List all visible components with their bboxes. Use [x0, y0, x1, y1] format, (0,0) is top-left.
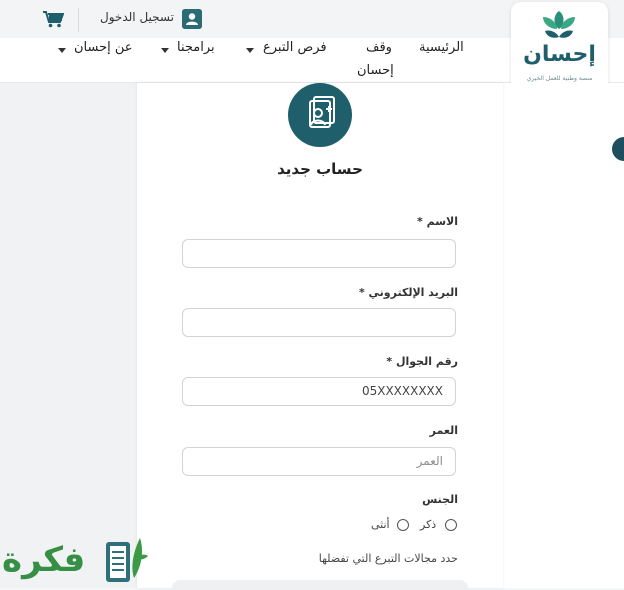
age-label: العمر — [429, 424, 458, 437]
left-pane — [0, 83, 137, 588]
mobile-label: رقم الجوال * — [386, 355, 458, 368]
nav-about[interactable]: عن إحسان — [74, 40, 133, 55]
nav-waqf[interactable]: وقف — [366, 40, 392, 55]
logo-tagline: منصة وطنية للعمل الخيري — [526, 75, 593, 82]
donation-fields-label: حدد مجالات التبرع التي تفضلها — [318, 552, 458, 565]
email-label: البريد الإلكتروني * — [358, 286, 458, 299]
watermark-text: فكرة — [2, 540, 86, 580]
age-input[interactable]: العمر — [182, 447, 456, 476]
email-input[interactable] — [182, 308, 456, 337]
gender-male-radio[interactable] — [445, 519, 457, 531]
login-link[interactable]: تسجيل الدخول — [100, 10, 174, 24]
name-input[interactable] — [182, 239, 456, 268]
new-account-icon — [288, 83, 352, 147]
gender-label: الجنس — [422, 493, 458, 506]
nav-donation[interactable]: فرص التبرع — [263, 40, 327, 55]
chevron-down-icon — [58, 48, 66, 53]
header-divider — [78, 8, 79, 32]
logo-text: إحسان — [523, 42, 596, 67]
logo-leaves-icon — [539, 9, 579, 43]
nav-home[interactable]: الرئيسية — [419, 40, 464, 55]
logo-card[interactable] — [511, 2, 608, 94]
user-icon[interactable] — [182, 9, 202, 29]
nav-waqf-line2[interactable]: إحسان — [357, 63, 394, 78]
donation-fields-box[interactable] — [172, 580, 468, 590]
right-pane — [503, 83, 624, 588]
name-label: الاسم * — [417, 215, 458, 228]
mobile-input[interactable]: 05XXXXXXXX — [182, 377, 456, 406]
nav-programs[interactable]: برامجنا — [177, 40, 215, 55]
gender-female-radio[interactable] — [397, 519, 409, 531]
gender-male-label: ذكر — [420, 518, 437, 531]
chevron-down-icon — [246, 48, 254, 53]
watermark-book-icon — [100, 528, 150, 586]
chevron-down-icon — [161, 48, 169, 53]
cart-icon[interactable] — [42, 10, 64, 28]
register-avatar — [288, 83, 352, 147]
gender-female-label: أنثى — [371, 518, 390, 531]
form-title: حساب جديد — [277, 160, 363, 178]
